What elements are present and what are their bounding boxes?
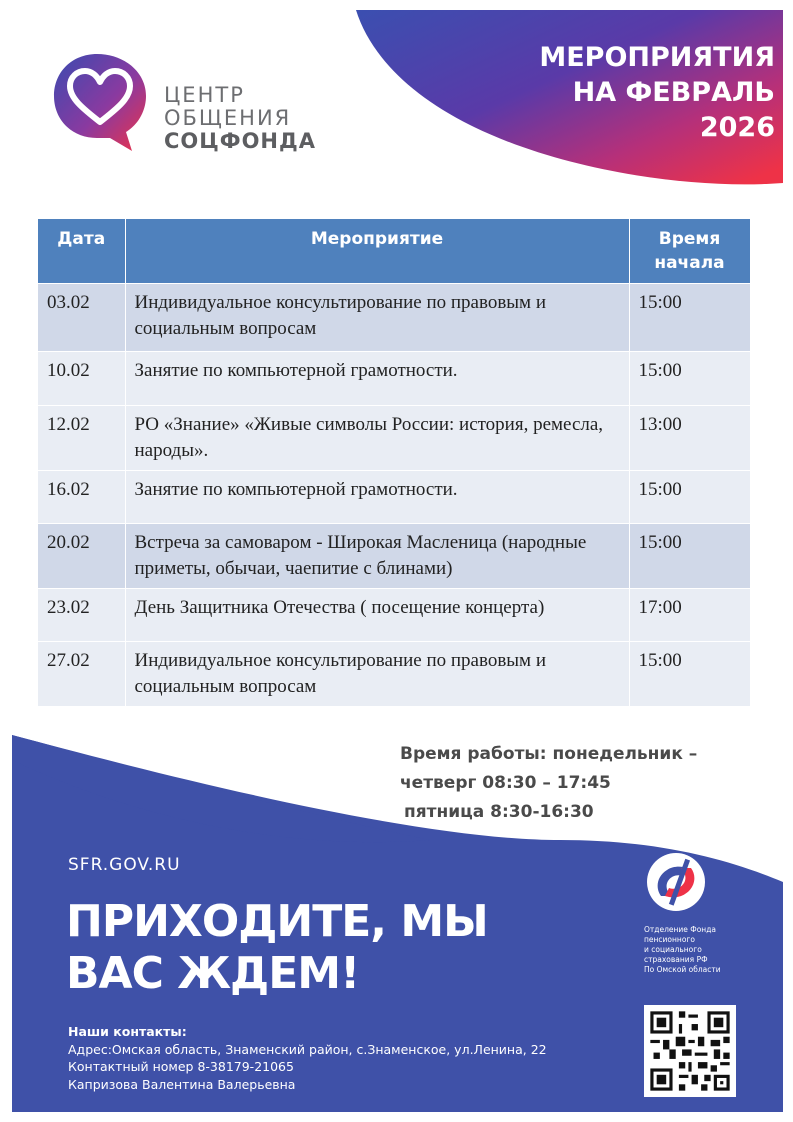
title-line-1: МЕРОПРИЯТИЯ [539,42,775,73]
event-cell: День Защитника Отечества ( посещение концерта) [125,589,629,642]
time-cell: 15:00 [629,471,750,524]
time-cell: 17:00 [629,589,750,642]
logo-line-3: СОЦФОНДА [164,129,316,153]
qr-code-icon[interactable] [644,1005,736,1097]
hours-line-3: пятница 8:30-16:30 [404,802,594,822]
date-cell: 23.02 [38,589,125,642]
sfr-caption-line-5: По Омской области [644,965,721,974]
event-cell: Индивидуальное консультирование по правовым и социальным вопросам [125,284,629,352]
header-time: Время начала [629,219,750,284]
date-cell: 03.02 [38,284,125,352]
slogan-line-1: ПРИХОДИТЕ, МЫ [66,896,488,947]
date-cell: 16.02 [38,471,125,524]
title-line-2: НА ФЕВРАЛЬ [572,77,775,108]
events-table [38,219,751,706]
date-cell: 10.02 [38,352,125,406]
time-cell: 15:00 [629,352,750,406]
date-cell: 27.02 [38,642,125,707]
sfr-caption-line-4: страхования РФ [644,955,708,964]
contacts-address: Адрес:Омская область, Знаменский район, с.Знаменское, ул.Ленина, 22 [68,1041,547,1057]
event-cell: РО «Знание» «Живые символы России: история, ремесла, народы». [125,406,629,471]
table-row [38,471,750,524]
table-row [38,406,750,471]
event-cell: Занятие по компьютерной грамотности. [125,471,629,524]
sfr-caption [644,925,721,975]
sfr-caption-line-2: пенсионного [644,935,695,944]
table-row [38,284,750,352]
logo [52,52,332,162]
title-line-3: 2026 [699,112,775,143]
page-title [539,40,775,145]
time-cell: 15:00 [629,524,750,589]
qr-code-pattern [644,1005,736,1097]
time-cell: 15:00 [629,284,750,352]
contacts-block [68,1023,547,1093]
contacts-phone[interactable]: Контактный номер 8-38179-21065 [68,1059,294,1074]
logo-line-2: ОБЩЕНИЯ [164,106,292,130]
date-cell: 20.02 [38,524,125,589]
slogan-line-2: ВАС ЖДЕМ! [66,948,360,999]
slogan [66,896,488,1000]
event-cell: Индивидуальное консультирование по правовым и социальным вопросам [125,642,629,707]
sfr-emblem-icon [643,852,713,912]
table-row [38,524,750,589]
working-hours [400,740,697,827]
event-cell: Занятие по компьютерной грамотности. [125,352,629,406]
table-header-row [38,219,750,284]
heart-speech-bubble-icon [52,52,148,152]
time-cell: 13:00 [629,406,750,471]
date-cell: 12.02 [38,406,125,471]
logo-line-1: ЦЕНТР [164,83,245,107]
logo-text [164,84,316,153]
contacts-person: Капризова Валентина Валерьевна [68,1076,296,1092]
hours-line-2: четверг 08:30 – 17:45 [400,773,611,793]
header-event: Мероприятие [125,219,629,284]
table-row [38,642,750,707]
header-date: Дата [38,219,125,284]
hours-line-1: Время работы: понедельник – [400,744,698,764]
time-cell: 15:00 [629,642,750,707]
contacts-heading: Наши контакты: [68,1024,187,1039]
sfr-caption-line-3: и социального [644,945,702,954]
table-row [38,352,750,406]
event-cell: Встреча за самоваром - Широкая Масленица (народные приметы, обычаи, чаепитие с блинами) [125,524,629,589]
sfr-caption-line-1: Отделение Фонда [644,925,716,934]
website-link[interactable]: SFR.GOV.RU [68,855,181,875]
table-row [38,589,750,642]
